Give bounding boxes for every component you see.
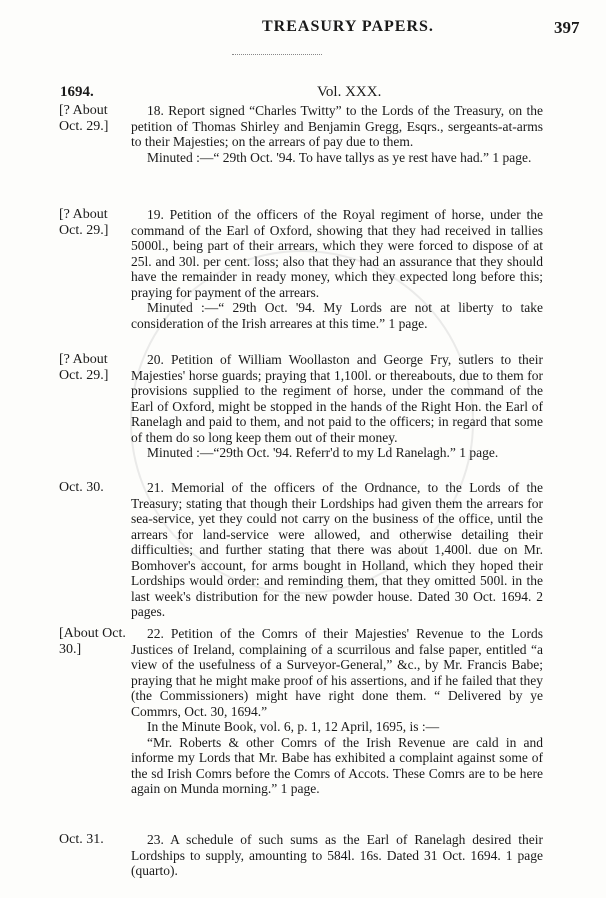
entry-body [131,626,543,797]
entry-date: [About Oct. 30.] [59,626,126,657]
entry-body [131,352,543,461]
page-number: 397 [554,18,580,37]
entry-body [131,480,543,620]
entry-note: In the Minute Book, vol. 6, p. 1, 12 April, 1695, is :— [147,719,440,734]
entry-date: [? About Oct. 29.] [59,103,109,134]
entry-body [131,207,543,331]
running-title: TREASURY PAPERS. [262,18,434,35]
entry-body [131,103,543,165]
volume-heading: Vol. XXX. [317,84,382,100]
header-rule [232,54,322,55]
entry-paragraph: 21. Memorial of the officers of the Ordnance, to the Lords of the Treasury; stating that though their Lordships had given them the arrears for sea-service, yet they could not carry on the business of the office, until the arrears for land-service were allowed, and otherwise detailing their difficulties; and further stating that there was about 1,400l. due on Mr. Bomhover's account, for arms bought in Holland, which they hoped their Lordships would order: and reminding them, that they omitted 500l. in the last week's distribution for the new powder house. Dated 30 Oct. 1694. 2 pages. [131,480,543,619]
entry-paragraph: 19. Petition of the officers of the Royal regiment of horse, under the command of the Earl of Oxford, showing that they had received in tallies 5000l., being part of their arrears, which they were forced to dispose of at 25l. and 30l. per cent. loss; also that they had an assurance that they should have the remainder in ready money, which they expected long before this; praying for payment of the arrears. [131,207,543,300]
entry-minute: Minuted :—“29th Oct. '94. Referr'd to my Ld Ranelagh.” 1 page. [147,445,499,460]
page-header [0,14,606,44]
entry-date: Oct. 30. [59,480,104,495]
entry-date: Oct. 31. [59,832,104,847]
year-heading: 1694. [60,84,94,100]
entry-paragraph: 20. Petition of William Woollaston and George Fry, sutlers to their Majesties' horse guards; praying that 1,100l. or thereabouts, due to them for provisions supplied to the regiment of horse, under the command of the Earl of Oxford, might be stopped in the hands of the Right Hon. the Earl of Ranelagh and paid to them, and not paid to the officers; in regard that some of them do so long keep them out of their money. [131,352,543,445]
entry-minute: Minuted :—“ 29th Oct. '94. My Lords are not at liberty to take consideration of the Irish arreares at this time.” 1 page. [131,300,543,331]
entry-minute: Minuted :—“ 29th Oct. '94. To have tallys as ye rest have had.” 1 page. [147,149,532,165]
entry-date: [? About Oct. 29.] [59,352,109,383]
entry-body [131,832,543,879]
entry-paragraph: 18. Report signed “Charles Twitty” to the Lords of the Treasury, on the petition of Thomas Shirley and Benjamin Gregg, Esqrs., sergeants-at-arms to their Majesties; on the arrears of pay due to them. [131,103,543,149]
entry-paragraph: 22. Petition of the Comrs of their Majesties' Revenue to the Lords Justices of Ireland, complaining of a scurrilous and false paper, entitled “a view of the usefulness of a Surveyor-General,” &c., by Mr. Francis Babe; praying that he might make proof of his assertions, and if he failed that they (the Commissioners) might have right done them. “ Delivered by ye Commrs, Oct. 30, 1694.” [131,626,543,719]
entry-date: [? About Oct. 29.] [59,207,109,238]
entry-paragraph: 23. A schedule of such sums as the Earl of Ranelagh desired their Lordships to supply, amounting to 584l. 16s. Dated 31 Oct. 1694. 1 page (quarto). [131,832,543,878]
entry-quote: “Mr. Roberts & other Comrs of the Irish Revenue are cald in and informe my Lords that Mr. Babe has exhibited a complaint against some of the sd Irish Comrs before the Comrs of Accots. These Comrs are to be here again on Munda morning.” 1 page. [131,734,543,796]
